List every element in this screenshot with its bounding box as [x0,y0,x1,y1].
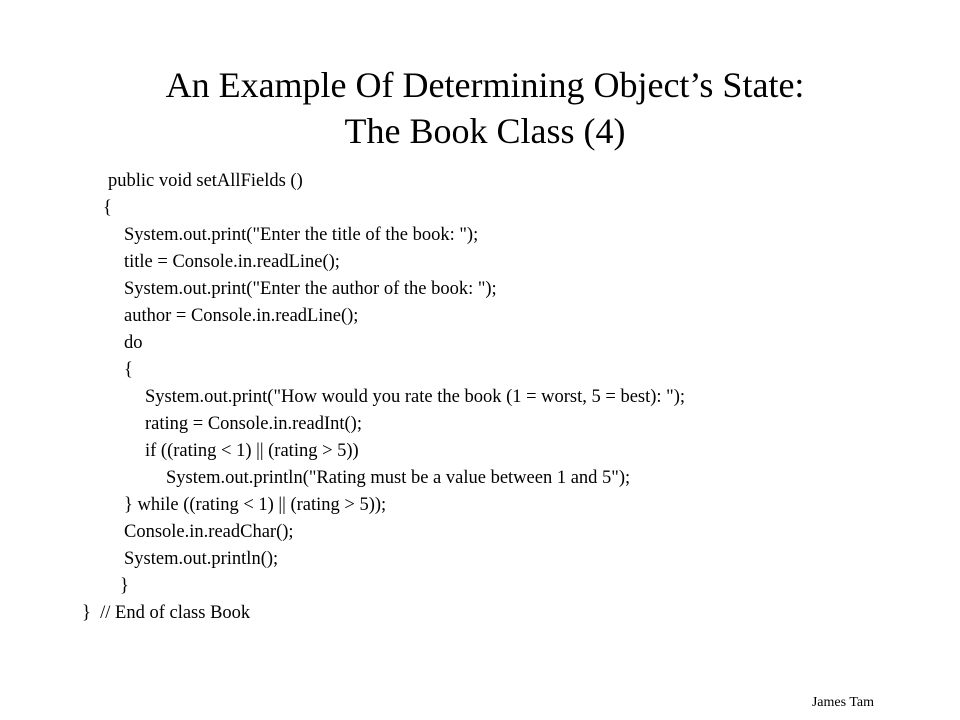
code-line: { [124,360,133,380]
slide-title-line-2: The Book Class (4) [344,111,626,152]
slide-title-line-1: An Example Of Determining Object’s State: [165,65,805,106]
code-line: System.out.println("Rating must be a value between 1 and 5"); [166,468,631,488]
code-line: System.out.print("Enter the author of the book: "); [124,279,497,299]
code-line: Console.in.readChar(); [124,522,294,542]
code-line: rating = Console.in.readInt(); [145,414,362,434]
code-line: } [120,576,129,596]
slide-title [0,62,960,154]
code-line: System.out.println(); [124,549,279,569]
author-footer: James Tam [811,695,874,710]
code-line: } // End of class Book [82,603,251,623]
code-line: if ((rating < 1) || (rating > 5)) [145,441,359,461]
code-line: public void setAllFields () [108,171,303,191]
code-line: } while ((rating < 1) || (rating > 5)); [124,495,387,515]
code-line: { [103,198,112,218]
code-line: author = Console.in.readLine(); [124,306,359,326]
code-line: System.out.print("How would you rate the book (1 = worst, 5 = best): "); [145,387,686,407]
code-line: title = Console.in.readLine(); [124,252,340,272]
code-line: System.out.print("Enter the title of the book: "); [124,225,479,245]
code-line: do [124,333,143,353]
